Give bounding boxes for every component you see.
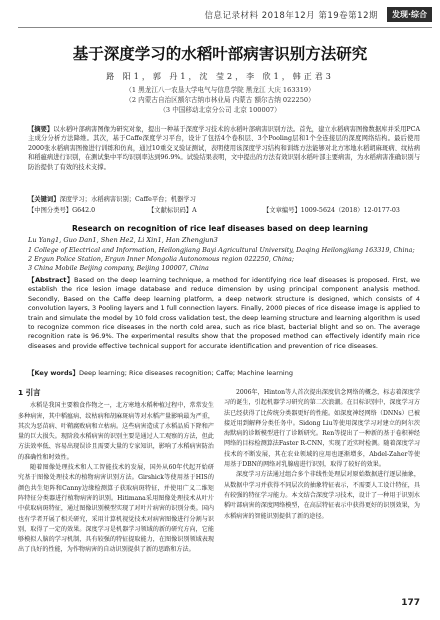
abstract-cn: [28, 125, 420, 172]
section-tag: 发现·综合: [387, 7, 432, 22]
keywords-cn-label: 【关键词】: [28, 196, 60, 203]
article-number: 【文章编号】1009-5624（2018）12-0177-03: [263, 207, 400, 214]
paper-title: 基于深度学习的水稻叶部病害识别方法研究: [72, 45, 368, 63]
body-paragraph: 水稻是我国主要粮食作物之一，北方寒地水稻种植过程中，常常发生多种病害，其中稻瘟病、纹枯病和胡麻斑病等对水稻产量影响最为严重，其次为恶苗病、叶鞘腐败病和立枯病。这些病害造成了水稻品质下降和产量的巨大损失。现阶段水稻病害的识别主要是通过人工观察的方法，但此方法效率低、容易出现误诊且需要大量的专家知识，影响了水稻病害防治的准确性和时效性。: [18, 402, 214, 461]
affiliation-2: （2 内蒙古自治区额尔古纳市林业局 内蒙古 额尔古纳 022250）: [125, 96, 315, 104]
body-column-left: [18, 388, 214, 556]
affiliation-1: （1 黑龙江八一农垦大学电气与信息学院 黑龙江 大庆 163319）: [125, 86, 315, 94]
keywords-cn-text: 深度学习；水稻病害识别；Caffe平台；机器学习: [59, 196, 196, 203]
clc-number: 【中图分类号】G642.0: [28, 207, 96, 214]
header-divider: [18, 27, 432, 28]
english-abstract-label: 【Abstract】: [28, 276, 75, 284]
body-paragraph: 深度学习方法通过组合多个非线性处理层对原始数据进行逐层抽象，从数据中学习并获得不同层次的抽象特征表示，不需要人工设计特征，具有较强的特征学习能力。本文结合深度学习技术，设计了一种用于识别水稻叶部病害的深度网络模型，在高层特征表示中获得更好的识别效果，为水稻病害的智能识别提供了新的途径。: [224, 471, 420, 520]
english-affiliation-3: 3 China Mobile Beijing company, Beijing 100007, China: [28, 264, 209, 272]
english-authors: Lu Yang1, Guo Dan1, Shen He2, Li Xin1, Han Zhengjun3: [28, 236, 218, 244]
english-keywords: [28, 368, 420, 377]
english-title: Research on recognition of rice leaf diseases based on deep learning: [71, 224, 369, 233]
page-number: 177: [401, 598, 420, 608]
english-affiliation-1: 1 College of Electrical and Information, Heilongjiang Bayi Agricultural University, Daqing Heilongjiang 163319, China;: [28, 246, 415, 254]
english-abstract-text: Based on the deep learning technique, a method for identifying rice leaf diseases is proposed. First, we establish the rice lesion image database and reduce dimension by using principal component analysis method. Secondly, Based on the Caffe deep learning platform, a deep network structure is designed, which consists of 4 convolution layers, 3 Pooling layers and 1 full connection layers. Finally, 2000 pieces of rice disease image is applied to train and simulate the model by 10 fold cross validation test, the deep learning structure and learning algorithm is used to recognize common rice diseases in the north cold area, such as rice blast, bacterial blight and so on. The average recognition rate is 96.9%. The experimental results show that the proposed method can effectively identify main rice diseases and provide effective technical support for accurate identification and prevention of rice diseases.: [28, 276, 420, 350]
english-keywords-text: Deep learning; Rice diseases recognition; Caffe; Machine learning: [79, 369, 293, 377]
body-paragraph: 随着图像处理技术和人工智能技术的发展，国外从60年代起开始研究基于图像处理技术的植物病害识别方法。Girshick等使用基于HIS的颜色共生矩阵和Canny边缘检测算子获取病斑特征，并使用广义二维矩阵特征分类器进行植物病害的识别。Hitimana采用图像处理技术从叶片中获取病斑特征，通过图像识别模型实现了对叶片病害的识别分类。国内也有学者开展了相关研究，采用计算机视觉技术对病害图像进行分割与识别，取得了一定的效果。深度学习是机器学习领域的新的研究方向，它能够模拟人脑的学习机制，具有较强的特征提取能力，在图像识别领域表现出了良好的性能，为作物病害的自动识别提供了新的思路和方法。: [18, 464, 214, 554]
journal-info: 信息记录材料 2018年12月 第19卷第12期: [204, 11, 378, 21]
author-list: 路 阳1，郭 丹1，沈 莹2，李 欣1，韩正君3: [106, 72, 334, 81]
running-header: [0, 6, 440, 26]
doc-code: 【文献标识码】A: [148, 207, 197, 214]
keywords-cn: [28, 194, 420, 203]
section-heading: 1 引言: [18, 388, 41, 397]
abstract-cn-label: 【摘要】: [28, 126, 54, 133]
abstract-cn-text: 以水稻叶部病害图像为研究对象，提出一种基于深度学习技术的水稻叶部病害识别方法。首先，建立水稻病害图像数据库并采用PCA主成分分析方法降维。其次，基于Caffe深度学习平台，设计了包括4个卷积层、3个Pooling层和1个全连接层的深度网络结构。最后使用2000张水稻病害图像进行训练和仿真，通过10重交叉验证测试，表明使用该深度学习结构和训练方法能够对北方寒地水稻胡麻斑病、纹枯病和稻瘟病进行识别，在测试集中平均识别率达到96.9%。试验结果表明，文中提出的方法有效识别水稻叶部主要病害，为水稻病害准确识别与防治提供了有效的技术支撑。: [28, 126, 421, 171]
body-column-right: [224, 388, 420, 522]
english-abstract: [28, 276, 420, 351]
english-keywords-label: 【Key words】: [28, 369, 80, 377]
affiliation-3: （3 中国移动北京分公司 北京 100007）: [159, 106, 281, 114]
english-affiliation-2: 2 Ergun Police Station, Ergun Inner Mongolia Autonomous region 022250, China;: [28, 255, 295, 263]
body-paragraph: 2006年，Hinton等人首次提出深度信念网络的概念，标志着深度学习的诞生，引起机器学习研究的第二次浪潮。在目标识别中，深度学习方法已经获得了比传统分类器更好的性能。如深度神经网络（DNNs）已被接近用到解释分类任务中。Sidong Liu等使用深度学习对建立的阿尔茨海默病的诊断模型进行了诊断研究。Ren等提出了一种新的基于卷积神经网络的目标检测算法Faster R-CNN，实现了近实时检测。随着深度学习技术的不断发展，其在农业领域的应用也逐渐增多，Abdel-Zaher等使用基于DBN的网络对乳腺癌进行识别，取得了较好的效果。: [224, 389, 420, 469]
